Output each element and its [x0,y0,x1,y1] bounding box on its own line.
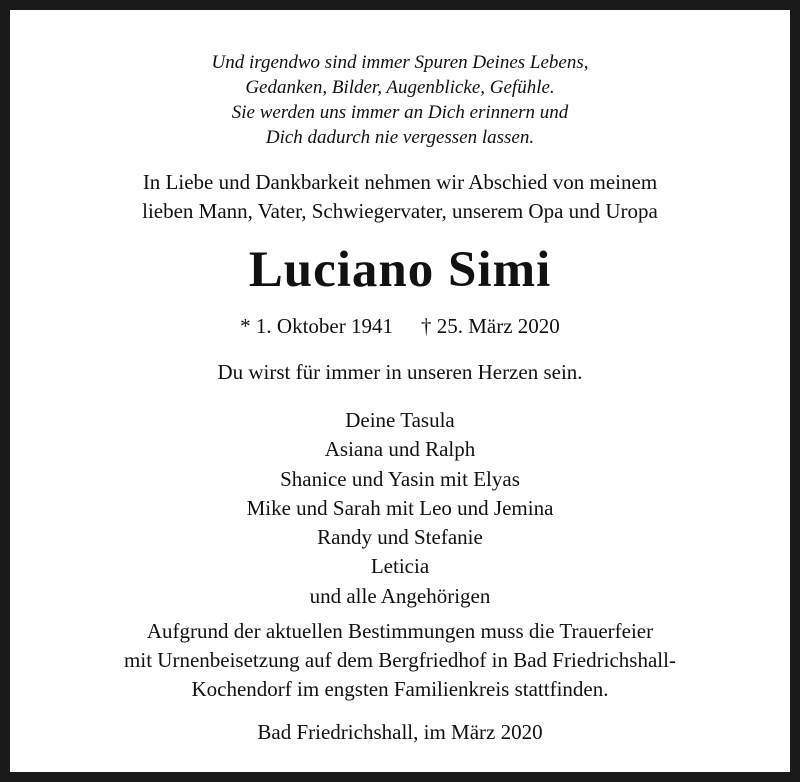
notice-line: mit Urnenbeisetzung auf dem Bergfriedhof in Bad Friedrichshall- [124,648,676,672]
mourner: und alle Angehörigen [309,583,491,608]
poem [20,50,780,150]
deceased-name: Luciano Simi [248,242,552,298]
motto: Du wirst für immer in unseren Herzen sein. [217,360,583,384]
notice-line: Aufgrund der aktuellen Bestimmungen muss die Trauerfeier [146,619,654,643]
mourner: Deine Tasula [345,408,455,432]
mourners-list [20,406,780,611]
obituary-content [20,10,780,772]
mourner: Asiana und Ralph [324,437,476,462]
poem-line: Dich dadurch nie vergessen lassen. [265,127,535,148]
birth-date: * 1. Oktober 1941 [240,314,393,338]
death-date: † 25. März 2020 [421,314,560,338]
notice-line: Kochendorf im engsten Familienkreis stattfinden. [191,677,609,701]
intro-line: In Liebe und Dankbarkeit nehmen wir Abschied von meinem [142,170,658,194]
mourner: Randy und Stefanie [317,525,483,550]
poem-line: Gedanken, Bilder, Augenblicke, Gefühle. [245,77,555,98]
poem-line: Und irgendwo sind immer Spuren Deines Lebens, [211,52,589,73]
mourner: Leticia [370,554,430,579]
life-dates [20,312,780,340]
mourner: Shanice und Yasin mit Elyas [280,466,520,491]
place-and-date: Bad Friedrichshall, im März 2020 [257,720,543,744]
intro-line: lieben Mann, Vater, Schwiegervater, unserem Opa und Uropa [142,199,658,223]
intro-text [20,168,780,226]
poem-line: Sie werden uns immer an Dich erinnern und [231,102,569,123]
funeral-notice [20,617,780,704]
mourner: Mike und Sarah mit Leo und Jemina [246,495,554,520]
